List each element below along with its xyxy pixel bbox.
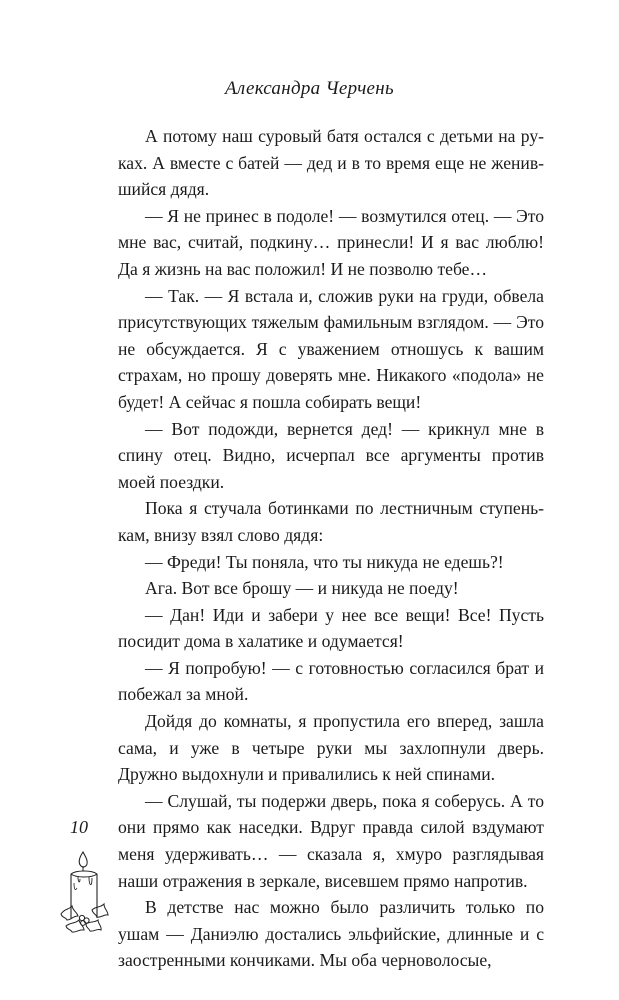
paragraph: — Слушай, ты подержи дверь, пока я соберусь. А то они прямо как наседки. Вдруг правда силой вздумают меня удерживать… — сказала я, хмуро разглядывая наши отражения в зеркале, висевшем прямо напротив.: [118, 790, 544, 891]
paragraph: — Фреди! Ты поняла, что ты никуда не едешь?!: [145, 551, 504, 572]
paragraph: А потому наш суровый батя остался с детьми на руках. А вместе с батей — дед и в то время еще не женившийся дядя.: [118, 126, 544, 200]
candle-with-holly-icon: [56, 848, 114, 938]
running-header: Александра Черчень: [225, 78, 394, 99]
paragraph: Ага. Вот все брошу — и никуда не поеду!: [145, 578, 459, 599]
paragraph: — Вот подожди, вернется дед! — крикнул мне в спину отец. Видно, исчерпал все аргументы против моей поездки.: [118, 418, 544, 492]
paragraph: — Я не принес в подоле! — возмутился отец. — Это мне вас, считай, подкину… принесли! И я вас люблю! Да я жизнь на вас положил! И не позволю тебе…: [118, 205, 544, 279]
page-number: 10: [70, 817, 88, 837]
paragraph: — Так. — Я встала и, сложив руки на груди, обвела присутствующих тяжелым фамильным взглядом. — Это не обсуждается. Я с уважением отношусь к вашим страхам, но прошу доверять мне. Никакого «подола» не будет! А сейчас я пошла собирать вещи!: [118, 285, 544, 412]
paragraph: — Я попробую! — с готовностью согласился брат и побежал за мной.: [118, 657, 544, 705]
paragraph: Пока я стучала ботинками по лестничным ступенькам, внизу взял слово дядя:: [118, 498, 544, 545]
body-text: [118, 123, 544, 974]
paragraph: — Дан! Иди и забери у нее все вещи! Все! Пусть посидит дома в халатике и одумается!: [118, 604, 544, 652]
paragraph: Дойдя до комнаты, я пропустила его вперед, зашла сама, и уже в четыре руки мы захлопнули дверь. Дружно выдохнули и привалились к ней спинами.: [118, 711, 544, 785]
paragraph: В детстве нас можно было различить только по ушам — Даниэлю достались эльфийские, длинные и с заостренными кончиками. Мы оба черноволосые,: [118, 897, 544, 971]
